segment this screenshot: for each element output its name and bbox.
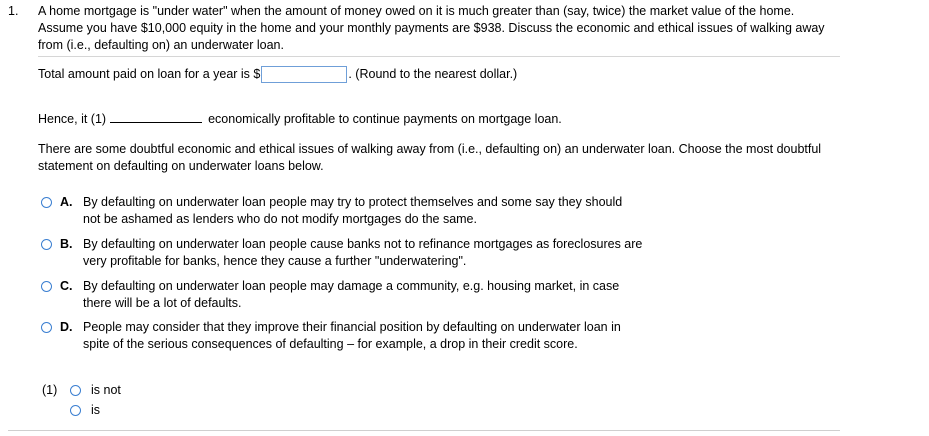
divider xyxy=(38,56,840,57)
option-b-text: By defaulting on underwater loan people cause banks not to refinance mortgages as foreclosures are very profitable for banks, hence they cause a further "underwatering". xyxy=(83,237,643,268)
hence-prefix: Hence, it (1) xyxy=(38,112,107,126)
bottom-divider xyxy=(8,430,840,431)
choice-is-label: is xyxy=(91,403,101,417)
question-number: 1. xyxy=(8,4,19,18)
option-d-radio[interactable] xyxy=(41,322,52,333)
option-b-radio[interactable] xyxy=(41,239,52,250)
option-c-radio[interactable] xyxy=(41,281,52,292)
total-amount-prefix: Total amount paid on loan for a year is $ xyxy=(38,67,261,81)
dropdown-1-label: (1) xyxy=(42,383,58,397)
option-a-letter: A. xyxy=(60,195,73,209)
option-c-letter: C. xyxy=(60,279,73,293)
option-a-text: By defaulting on underwater loan people may try to protect themselves and some say they should not be ashamed as lenders who do not modify mortgages do the same. xyxy=(83,195,623,226)
option-d-letter: D. xyxy=(60,320,73,334)
question-text: A home mortgage is "under water" when the amount of money owed on it is much greater than (say, twice) the market value of the home. Assume you have $10,000 equity in the home and your monthly payments are $938. Discuss the economic and ethical issues of walking away from (i.e., defaulting on) an underwater loan. xyxy=(38,4,825,52)
option-d-text: People may consider that they improve their financial position by defaulting on underwater loan in spite of the serious consequences of defaulting – for example, a drop in their credit score. xyxy=(83,320,621,351)
instruction-text: There are some doubtful economic and ethical issues of walking away from (i.e., defaulting on) an underwater loan. Choose the most doubtful statement on defaulting on underwater loans below. xyxy=(38,142,822,173)
option-c-text: By defaulting on underwater loan people may damage a community, e.g. housing market, in case there will be a lot of defaults. xyxy=(83,279,620,310)
option-a-radio[interactable] xyxy=(41,197,52,208)
total-amount-line xyxy=(38,66,517,83)
answer-blank-1[interactable] xyxy=(110,112,202,123)
choice-is-radio[interactable] xyxy=(70,405,81,416)
total-amount-suffix: . (Round to the nearest dollar.) xyxy=(348,67,518,81)
choice-is-not-radio[interactable] xyxy=(70,385,81,396)
hence-suffix: economically profitable to continue payments on mortgage loan. xyxy=(208,112,562,126)
option-b-letter: B. xyxy=(60,237,73,251)
hence-line xyxy=(38,111,562,128)
total-amount-input[interactable] xyxy=(261,66,347,83)
choice-is-not-label: is not xyxy=(91,383,121,397)
